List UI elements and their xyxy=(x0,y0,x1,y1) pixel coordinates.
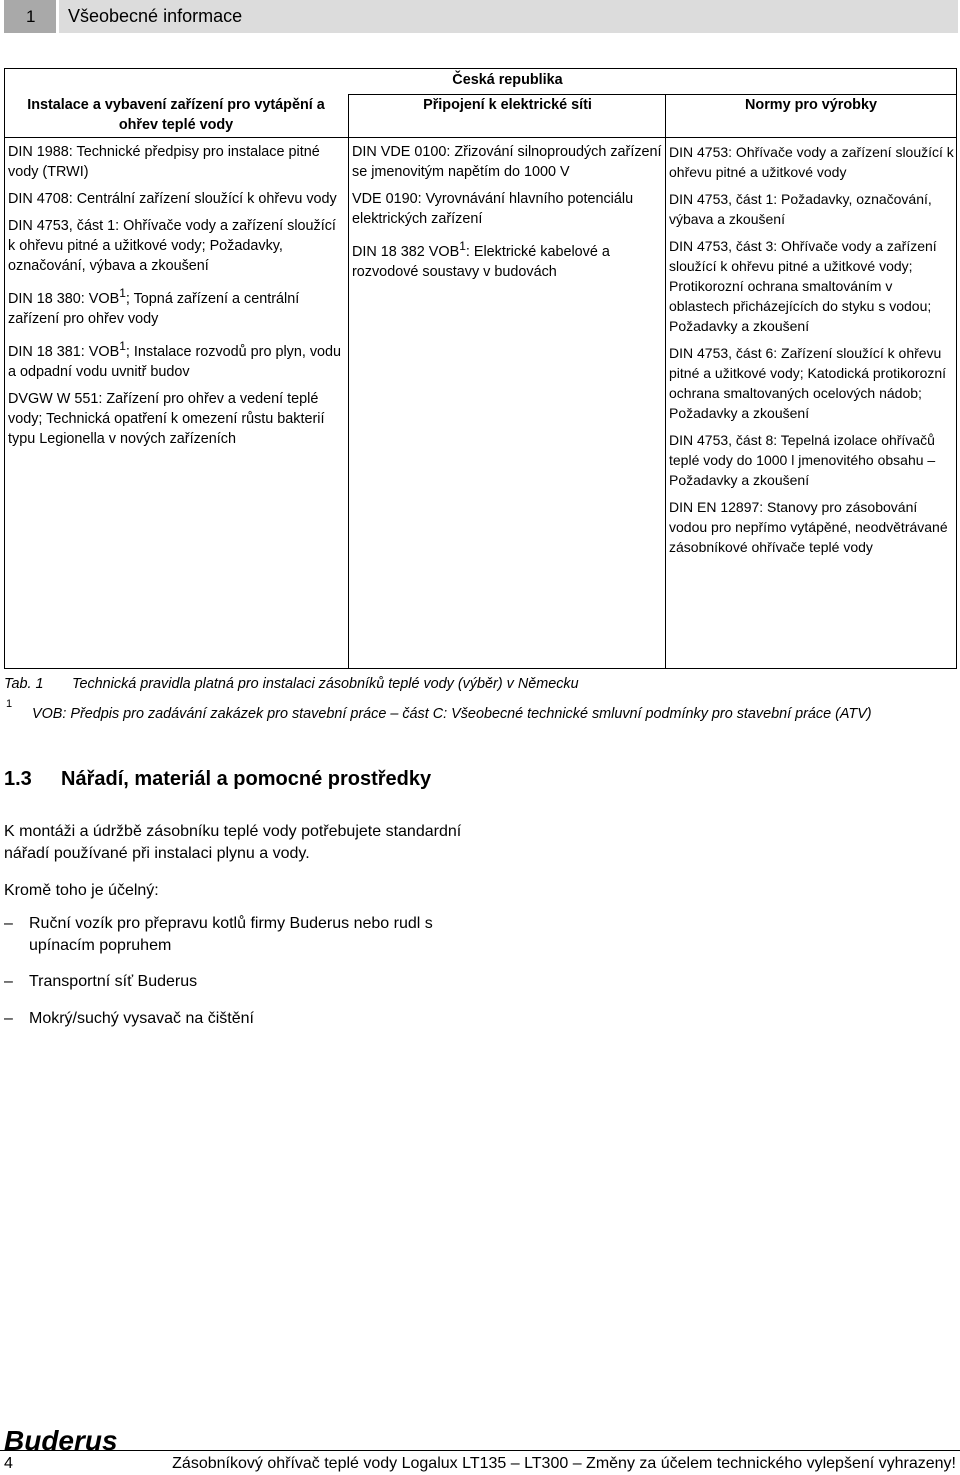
chapter-number: 1 xyxy=(4,0,56,33)
section-heading xyxy=(4,768,431,791)
table-caption-label: Tab. 1 xyxy=(4,676,44,692)
dash-bullet: – xyxy=(4,973,13,990)
footnote-text: VOB: Předpis pro zadávání zakázek pro stavební práce – část C: Všeobecné technické smluvní podmínky pro stavební práce (ATV) xyxy=(32,706,872,722)
dash-bullet: – xyxy=(4,1010,13,1027)
table-top-header: Česká republika xyxy=(452,72,563,88)
section-number: 1.3 xyxy=(4,768,32,790)
chapter-title: Všeobecné informace xyxy=(59,0,958,33)
footnote-ref: 1 xyxy=(119,286,126,300)
dash-bullet: – xyxy=(4,915,13,932)
footer-text: Zásobníkový ohřívač teplé vody Logalux LT135 – LT300 – Změny za účelem technického vylepšení vyhrazeny! xyxy=(172,1455,956,1472)
page-number: 4 xyxy=(4,1455,13,1472)
section-paragraph: K montáži a údržbě zásobníku teplé vody potřebujete standardní nářadí používané při instalaci plynu a vody. xyxy=(4,823,462,862)
standard-item: VDE 0190: Vyrovnávání hlavního potenciálu elektrických zařízení xyxy=(352,191,634,227)
col2-heading: Připojení k elektrické síti xyxy=(423,97,592,113)
standard-item: DIN VDE 0100: Zřizování silnoproudých zařízení se jmenovitým napětím do 1000 V xyxy=(352,144,662,180)
standard-item: DIN 4753: Ohřívače vody a zařízení sloužící k ohřevu pitné a užitkové vody xyxy=(669,144,954,180)
standards-table xyxy=(4,68,957,669)
buderus-logo: Buderus xyxy=(4,1425,118,1456)
list-item xyxy=(4,913,494,963)
standard-item: DIN 4708: Centrální zařízení sloužící k ohřevu vody xyxy=(8,191,337,207)
standard-item: DVGW W 551: Zařízení pro ohřev a vedení teplé vody; Technická opatření k omezení růstu bakterií typu Legionella v nových zařízeních xyxy=(8,390,325,447)
footer-divider xyxy=(0,1450,960,1451)
standard-item: DIN 18 381: VOB$^1$; Instalace rozvodů pro plyn, vodu a odpadní vodu uvnitř budov xyxy=(8,338,342,380)
list-item xyxy=(4,971,494,995)
list-item-text: Ruční vozík pro přepravu kotlů firmy Buderus nebo rudl s upínacím popruhem xyxy=(29,915,433,954)
list-item xyxy=(4,1008,494,1032)
col3-body xyxy=(669,142,956,564)
standard-item: DIN 4753, část 6: Zařízení sloužící k ohřevu pitné a užitkové vody; Katodická protikorozní ochrana smaltovaných ocelových nádob; Požadavky a zkoušení xyxy=(669,345,947,421)
col1-heading: Instalace a vybavení zařízení pro vytápění a ohřev teplé vody xyxy=(27,97,325,133)
standard-item: DIN EN 12897: Stanovy pro zásobování vodou pro nepřímo vytápěné, neodvětrávané zásobníkové ohřívače teplé vody xyxy=(669,499,948,555)
list-item-text: Transportní síť Buderus xyxy=(29,973,198,990)
standard-item: DIN 4753, část 8: Tepelná izolace ohřívačů teplé vody do 1000 l jmenovitého obsahu – Požadavky a zkoušení xyxy=(669,432,936,488)
list-item-text: Mokrý/suchý vysavač na čištění xyxy=(29,1010,254,1027)
standard-item: DIN 1988: Technické předpisy pro instalace pitné vody (TRWI) xyxy=(8,144,320,180)
standard-item: DIN 18 380: VOB$^1$; Topná zařízení a centrální zařízení pro ohřev vody xyxy=(8,286,300,327)
footnote-ref: 1 xyxy=(459,239,466,253)
standard-item: DIN 4753, část 1: Ohřívače vody a zařízení sloužící k ohřevu pitné a užitkové vody; Požadavky, označování, výbava a zkoušení xyxy=(8,218,336,274)
footnote-mark: 1 xyxy=(6,698,13,710)
col3-heading: Normy pro výrobky xyxy=(745,97,877,113)
col2-body xyxy=(352,142,664,289)
standard-item: DIN 4753, část 3: Ohřívače vody a zařízení sloužící k ohřevu pitné a užitkové vody; Protikorozní ochrana smaltováním v oblastech přicházejících do styku s vodou; Požadavky a zkoušení xyxy=(669,238,937,334)
col1-body xyxy=(8,142,346,456)
table-caption-text: Technická pravidla platná pro instalaci zásobníků teplé vody (výběr) v Německu xyxy=(72,676,579,692)
standard-item: DIN 18 382 VOB$^1$: Elektrické kabelové a rozvodové soustavy v budovách xyxy=(352,239,610,280)
footnote-ref: 1 xyxy=(119,338,126,353)
section-title: Nářadí, materiál a pomocné prostředky xyxy=(61,768,432,790)
section-paragraph: Kromě toho je účelný: xyxy=(4,882,159,899)
standard-item: DIN 4753, část 1: Požadavky, označování, výbava a zkoušení xyxy=(669,191,932,227)
chapter-header xyxy=(4,0,958,33)
